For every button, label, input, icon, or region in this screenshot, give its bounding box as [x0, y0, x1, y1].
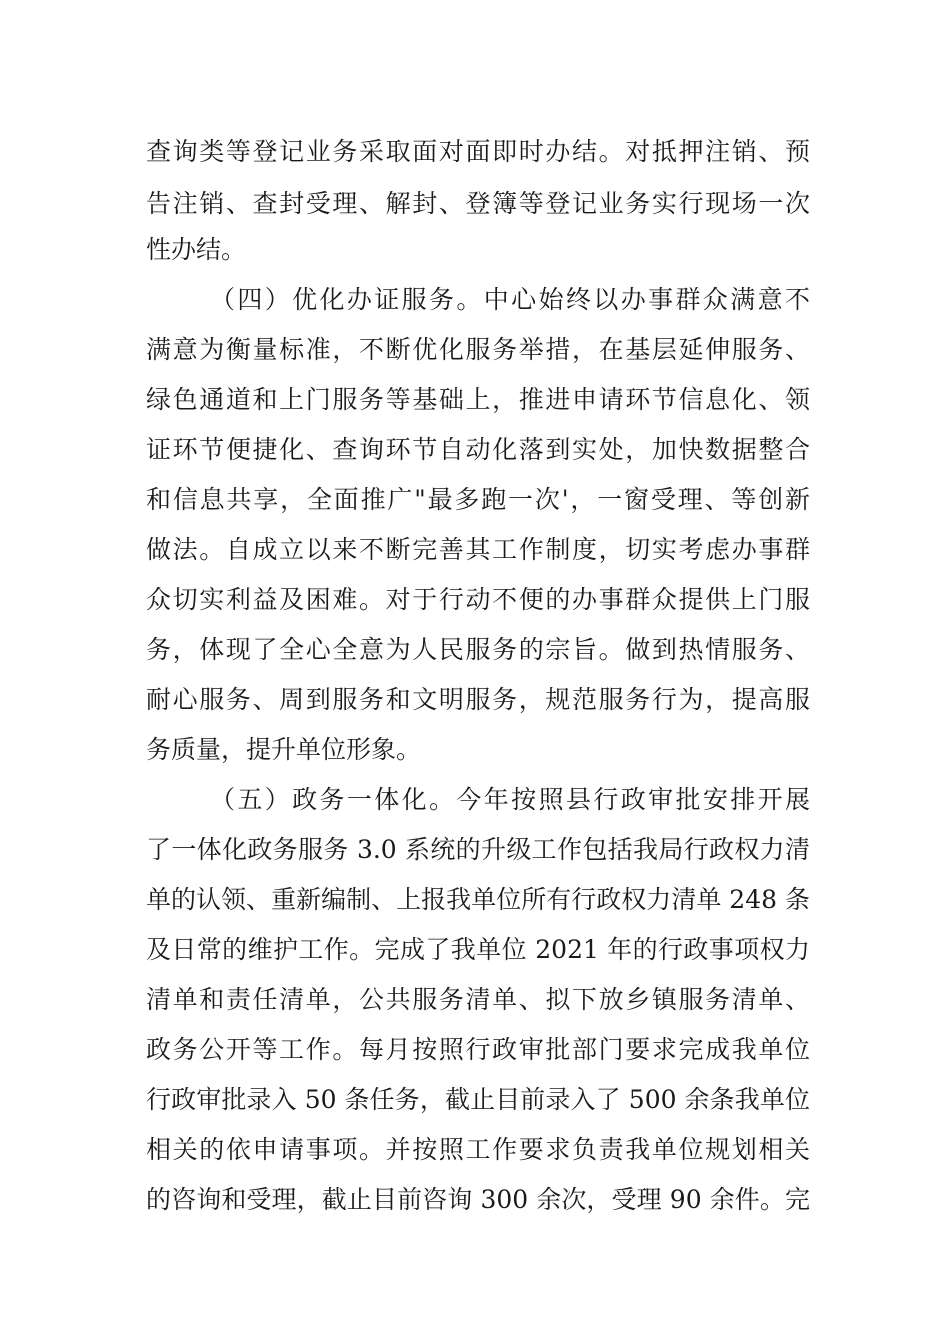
text-line: 的咨询和受理，截止目前咨询 300 余次，受理 90 余件。完	[146, 1185, 810, 1214]
text-line: 满意为衡量标准，不断优化服务举措，在基层延伸服务、	[146, 335, 810, 364]
text-line: 相关的依申请事项。并按照工作要求负责我单位规划相关	[146, 1135, 810, 1164]
text-line: 查询类等登记业务采取面对面即时办结。对抵押注销、预	[146, 137, 810, 166]
text-line: 做法。自成立以来不断完善其工作制度，切实考虑办事群	[146, 535, 810, 564]
paragraph-heading-line: （四）优化办证服务。中心始终以办事群众满意不	[210, 285, 810, 314]
text-line: 行政审批录入 50 条任务，截止目前录入了 500 余条我单位	[146, 1085, 810, 1114]
text-line: 绿色通道和上门服务等基础上，推进申请环节信息化、领	[146, 385, 810, 414]
text-line: 众切实利益及困难。对于行动不便的办事群众提供上门服	[146, 585, 810, 614]
text-line: 务质量，提升单位形象。	[146, 735, 422, 764]
text-line: 性办结。	[146, 235, 247, 264]
text-line: 证环节便捷化、查询环节自动化落到实处，加快数据整合	[146, 435, 810, 464]
text-line: 政务公开等工作。每月按照行政审批部门要求完成我单位	[146, 1035, 810, 1064]
paragraph-heading-line: （五）政务一体化。今年按照县行政审批安排开展	[210, 785, 810, 814]
text-line: 耐心服务、周到服务和文明服务，规范服务行为，提高服	[146, 685, 810, 714]
text-line: 及日常的维护工作。完成了我单位 2021 年的行政事项权力	[146, 935, 810, 964]
text-line: 务，体现了全心全意为人民服务的宗旨。做到热情服务、	[146, 635, 810, 664]
text-line: 告注销、查封受理、解封、登簿等登记业务实行现场一次	[146, 189, 810, 218]
text-line: 了一体化政务服务 3.0 系统的升级工作包括我局行政权力清	[146, 835, 810, 864]
text-line: 清单和责任清单，公共服务清单、拟下放乡镇服务清单、	[146, 985, 810, 1014]
text-line: 和信息共享，全面推广"最多跑一次'，一窗受理、等创新	[146, 485, 810, 514]
text-line: 单的认领、重新编制、上报我单位所有行政权力清单 248 条	[146, 885, 810, 914]
